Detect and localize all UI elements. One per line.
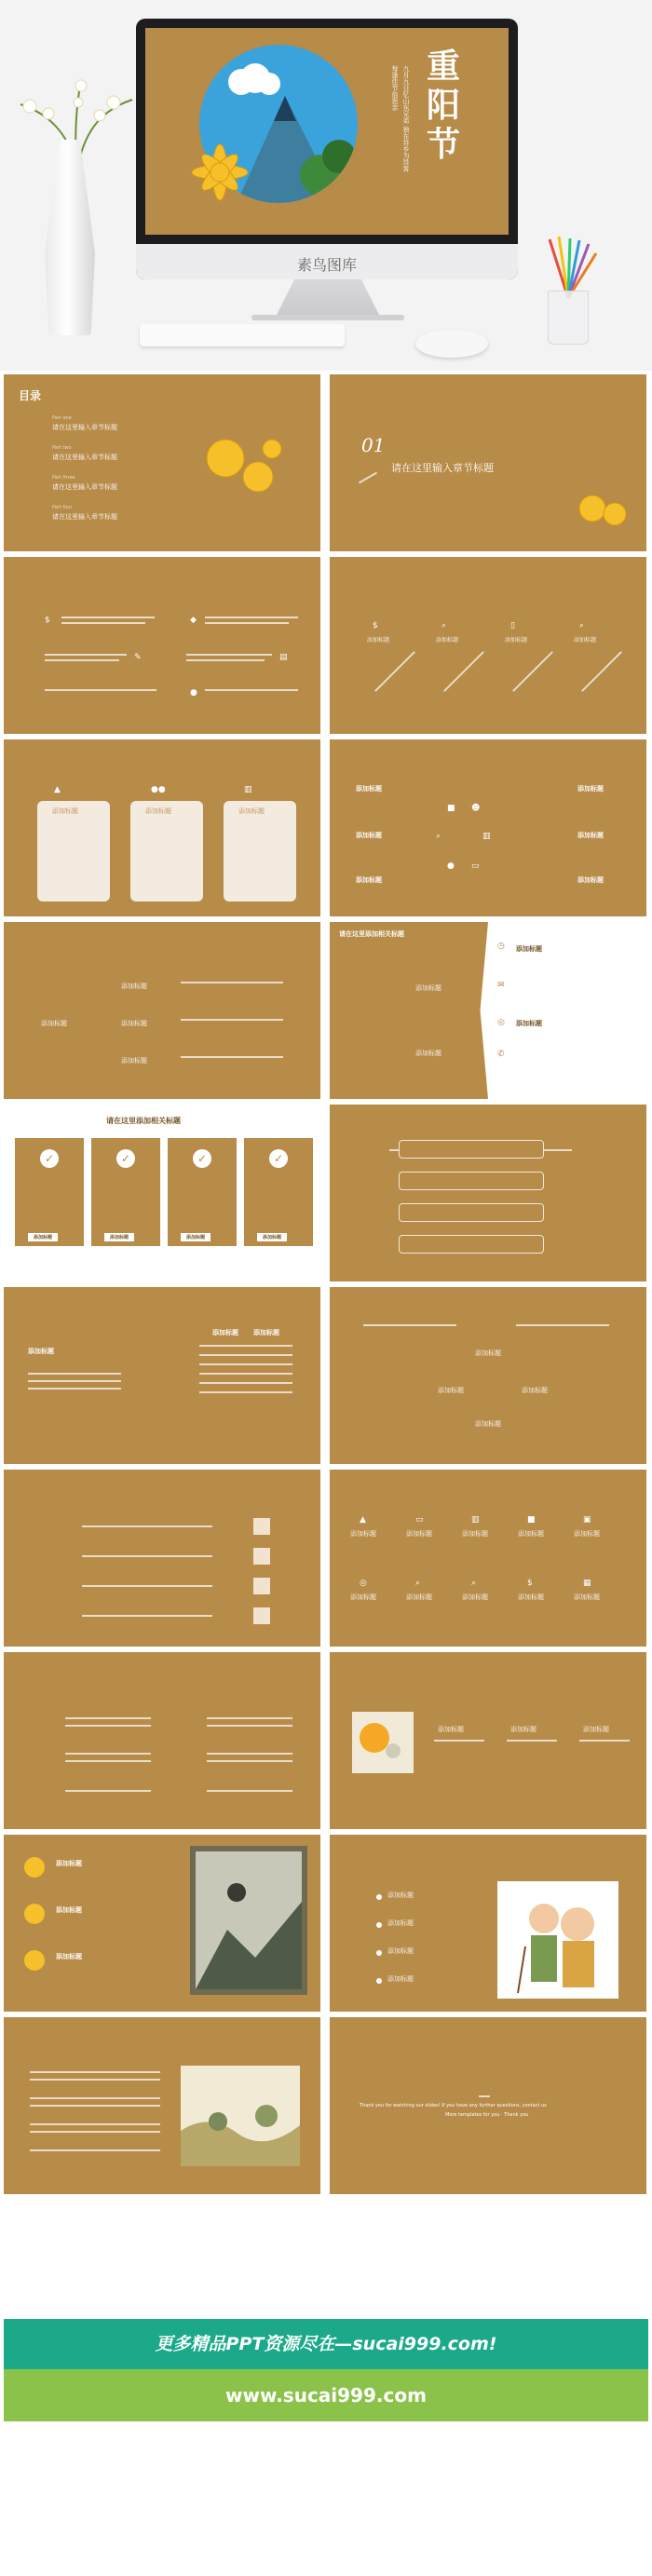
slide-check-cards[interactable] <box>4 1105 320 1281</box>
white-heading: 请在这里添加相关标题 <box>106 1117 181 1125</box>
matrix-label: 添加标题 <box>462 1530 488 1538</box>
list-title: 添加标题 <box>56 1906 82 1914</box>
left-panel <box>330 922 488 1099</box>
text-placeholder <box>186 659 265 661</box>
toc-title: 目录 <box>19 389 42 402</box>
text-placeholder <box>516 1324 609 1326</box>
text-placeholder <box>65 1753 151 1755</box>
slide-diagonal-bars[interactable] <box>330 557 646 734</box>
diagonal-bar <box>512 651 553 692</box>
grid-title: 添加标题 <box>356 785 382 793</box>
magnify-icon: ⌕ <box>436 832 441 841</box>
divider <box>479 2095 490 2097</box>
slide-toc[interactable] <box>4 374 320 551</box>
text-placeholder <box>30 2131 160 2133</box>
matrix-label: 添加标题 <box>350 1593 376 1601</box>
tree-root: 添加标题 <box>41 1020 67 1027</box>
text-placeholder <box>28 1380 121 1382</box>
slide-paragraphs[interactable] <box>4 1652 320 1829</box>
card-button[interactable]: 添加标题 <box>28 1233 58 1241</box>
text-placeholder <box>28 1388 121 1390</box>
card-icon: ▭ <box>471 861 480 871</box>
text-placeholder <box>207 1760 292 1762</box>
text-placeholder <box>507 1740 557 1742</box>
text-placeholder <box>30 2105 160 2107</box>
text-placeholder <box>181 982 283 983</box>
section-number: 01 <box>361 434 386 456</box>
search-icon: ⌕ <box>415 1579 421 1588</box>
money-bag-icon: $ <box>45 616 50 625</box>
slide-outlined-list[interactable] <box>330 1105 646 1281</box>
slide-icon-grid[interactable] <box>330 739 646 916</box>
matrix-label: 添加标题 <box>406 1593 432 1601</box>
monitor-brand: 素鸟图库 <box>296 256 357 274</box>
slide-icon-list[interactable] <box>4 557 320 734</box>
card-button[interactable]: 添加标题 <box>104 1233 134 1241</box>
outline-box[interactable] <box>399 1140 544 1159</box>
text-placeholder <box>82 1555 212 1557</box>
lightbulb-icon: ● <box>190 688 197 698</box>
diagonal-bar <box>443 651 484 692</box>
text-placeholder <box>61 617 155 618</box>
card-title: 添加标题 <box>52 807 78 815</box>
slide-photo-left-list[interactable] <box>4 1835 320 2012</box>
square-marker <box>253 1548 270 1565</box>
cart-icon: ▦ <box>583 1579 591 1588</box>
chat-icon: ✉ <box>497 981 505 990</box>
image-icon: ▣ <box>583 1515 591 1525</box>
bar-label: 添加标题 <box>436 637 459 644</box>
quad-title: 添加标题 <box>475 1420 501 1428</box>
text-placeholder <box>181 1056 283 1058</box>
text-placeholder <box>434 1740 484 1742</box>
money-icon: $ <box>527 1579 533 1588</box>
phone-icon: ✆ <box>497 1050 505 1059</box>
toc-item-label: 请在这里输入章节标题 <box>52 483 117 491</box>
chrysanthemum-bullet-icon <box>24 1950 45 1971</box>
thanks-text: More templates for you · Thank you <box>445 2112 529 2118</box>
grid-title: 添加标题 <box>356 876 382 884</box>
grid-title: 添加标题 <box>577 832 604 839</box>
toc-item-sub: Part two <box>52 445 72 451</box>
tree-branch: 添加标题 <box>121 1020 147 1027</box>
check-icon: ✓ <box>40 1149 59 1168</box>
site-url-banner[interactable]: www.sucai999.com <box>4 2369 648 2421</box>
chapter-caption: 请在这里添加相关标题 <box>339 930 404 938</box>
phone-icon: ▯ <box>510 621 515 630</box>
square-marker <box>253 1518 270 1535</box>
slide-square-list[interactable] <box>4 1470 320 1647</box>
clock-icon: ◷ <box>497 942 505 951</box>
square-marker <box>253 1607 270 1624</box>
grid-title: 添加标题 <box>577 876 604 884</box>
text-placeholder <box>30 2071 160 2073</box>
monitor <box>136 19 518 279</box>
square-marker <box>253 1578 270 1594</box>
text-placeholder <box>579 1740 630 1742</box>
monitor-stand-base <box>251 315 404 320</box>
bullet-dot <box>376 1894 382 1900</box>
card-button[interactable]: 添加标题 <box>181 1233 211 1241</box>
card[interactable] <box>130 801 203 902</box>
list-title: 添加标题 <box>387 1891 414 1899</box>
text-placeholder <box>28 1373 121 1375</box>
chrysanthemum-photo <box>352 1712 414 1773</box>
chart-icon: ▥ <box>471 1515 480 1525</box>
text-placeholder <box>65 1790 151 1792</box>
bar-label: 添加标题 <box>574 637 597 644</box>
globe-icon: ◎ <box>497 1018 505 1027</box>
text-placeholder <box>30 2149 160 2151</box>
text-placeholder <box>45 659 119 661</box>
chrysanthemum-icon <box>188 421 291 505</box>
list-title: 添加标题 <box>415 1050 441 1057</box>
matrix-label: 添加标题 <box>518 1530 544 1538</box>
text-placeholder <box>207 1753 292 1755</box>
grid-title: 添加标题 <box>577 785 604 793</box>
text-placeholder <box>82 1615 212 1617</box>
text-placeholder <box>82 1525 212 1527</box>
text-placeholder <box>207 1717 292 1719</box>
building-icon: ▲ <box>360 1515 366 1525</box>
bullet-dot <box>376 1922 382 1928</box>
right-title: 添加标题 <box>516 945 542 953</box>
quad-title: 添加标题 <box>438 1387 464 1394</box>
matrix-label: 添加标题 <box>518 1593 544 1601</box>
text-placeholder <box>45 654 127 656</box>
bar-label: 添加标题 <box>367 637 390 644</box>
text-placeholder <box>199 1345 292 1347</box>
toc-item-sub: Part four <box>52 505 73 510</box>
text-placeholder <box>205 617 298 618</box>
outline-box[interactable] <box>399 1172 544 1190</box>
text-placeholder <box>65 1725 151 1727</box>
matrix-label: 添加标题 <box>406 1530 432 1538</box>
card[interactable] <box>224 801 296 902</box>
slide-split-list[interactable] <box>330 922 646 1099</box>
slide-quadrants[interactable] <box>330 1287 646 1464</box>
col-title: 添加标题 <box>510 1726 537 1733</box>
chrysanthemum-icon <box>572 484 633 533</box>
text-placeholder <box>363 1324 456 1326</box>
landscape-photo <box>181 2066 300 2166</box>
text-placeholder <box>30 2079 160 2081</box>
text-placeholder <box>82 1585 212 1587</box>
list-title: 添加标题 <box>415 984 441 992</box>
magnify-icon: ⌕ <box>471 1579 477 1588</box>
text-placeholder <box>207 1725 292 1727</box>
monitor-stand <box>276 279 380 317</box>
text-placeholder <box>61 622 145 624</box>
chrysanthemum-icon <box>173 130 266 214</box>
monitor-screen <box>145 28 509 235</box>
check-icon: ✓ <box>193 1149 211 1168</box>
text-placeholder <box>199 1354 292 1356</box>
matrix-label: 添加标题 <box>574 1593 600 1601</box>
slide-thanks[interactable] <box>330 2017 646 2194</box>
bar-label: 添加标题 <box>505 637 528 644</box>
briefcase-icon: ■ <box>447 804 455 813</box>
laptop-icon: ▭ <box>415 1515 424 1525</box>
check-icon: ✓ <box>269 1149 288 1168</box>
connector <box>389 1149 399 1151</box>
shield-icon: ◆ <box>190 616 197 625</box>
elderly-couple-illustration <box>497 1881 618 1999</box>
tree-branch: 添加标题 <box>121 983 147 990</box>
quad-title: 添加标题 <box>522 1387 548 1394</box>
text-placeholder <box>207 1790 292 1792</box>
right-title: 添加标题 <box>516 1020 542 1027</box>
people-icon: ☻ <box>471 804 481 813</box>
outline-box[interactable] <box>399 1203 544 1222</box>
target-icon: ◎ <box>360 1579 367 1588</box>
slide-photo-right-list[interactable] <box>330 1835 646 2012</box>
text-placeholder <box>181 1019 283 1021</box>
slide-icon-matrix[interactable] <box>330 1470 646 1647</box>
text-placeholder <box>30 2123 160 2125</box>
outline-box[interactable] <box>399 1235 544 1254</box>
text-placeholder <box>186 654 272 656</box>
document-icon: ▤ <box>279 653 288 662</box>
matrix-label: 添加标题 <box>574 1530 600 1538</box>
list-title: 添加标题 <box>56 1860 82 1867</box>
text-placeholder <box>30 2097 160 2099</box>
card-title: 添加标题 <box>238 807 265 815</box>
keyboard <box>140 324 345 346</box>
list-title: 添加标题 <box>56 1953 82 1960</box>
left-title: 添加标题 <box>28 1348 54 1355</box>
hero-title: 重阳节 <box>426 47 460 164</box>
tree-branch: 添加标题 <box>121 1057 147 1064</box>
connector <box>544 1149 572 1151</box>
truck-icon: ■ <box>527 1515 536 1525</box>
mouse <box>415 330 488 358</box>
pencil-icon: ✎ <box>134 653 142 662</box>
list-title: 添加标题 <box>387 1975 414 1983</box>
chrysanthemum-bullet-icon <box>24 1904 45 1924</box>
text-placeholder <box>205 689 298 691</box>
slide-tree[interactable] <box>4 922 320 1099</box>
chart-icon: ▥ <box>482 832 491 841</box>
text-placeholder <box>45 689 156 691</box>
list-title: 添加标题 <box>387 1919 414 1927</box>
divider <box>359 472 377 484</box>
elder-climbing-illustration <box>190 1846 307 1995</box>
matrix-label: 添加标题 <box>462 1593 488 1601</box>
text-placeholder <box>205 622 289 624</box>
text-placeholder <box>199 1363 292 1365</box>
col-title: 添加标题 <box>583 1726 609 1733</box>
right-title: 添加标题 <box>212 1329 238 1336</box>
diagonal-bar <box>581 651 622 692</box>
quad-title: 添加标题 <box>475 1349 501 1357</box>
slide-two-column-text[interactable] <box>4 1287 320 1464</box>
bullet-dot <box>376 1950 382 1956</box>
right-title: 添加标题 <box>253 1329 279 1336</box>
group-icon: ●● <box>151 785 166 794</box>
slide-photo-three-cols[interactable] <box>330 1652 646 1829</box>
text-placeholder <box>199 1373 292 1375</box>
toc-item-label: 请在这里输入章节标题 <box>52 513 117 521</box>
diagonal-bar <box>374 651 415 692</box>
building-icon: ▲ <box>54 785 61 794</box>
card-title: 添加标题 <box>145 807 171 815</box>
toc-item-sub: Part three <box>52 475 75 481</box>
text-placeholder <box>199 1391 292 1393</box>
hero-mockup <box>0 0 652 371</box>
pencil-cup <box>548 291 589 345</box>
slide-section-01[interactable] <box>330 374 646 551</box>
text-placeholder <box>199 1382 292 1384</box>
chrysanthemum-bullet-icon <box>24 1857 45 1878</box>
chart-icon: ▥ <box>244 785 252 794</box>
text-placeholder <box>65 1760 151 1762</box>
search-icon: ⌕ <box>441 621 447 630</box>
toc-item-sub: Part one <box>52 415 72 421</box>
promo-banner[interactable]: 更多精品PPT资源尽在—sucai999.com! <box>4 2319 648 2369</box>
check-icon: ✓ <box>116 1149 135 1168</box>
bullet-dot <box>376 1978 382 1984</box>
section-title: 请在这里输入章节标题 <box>391 462 494 474</box>
card-button[interactable]: 添加标题 <box>257 1233 287 1241</box>
hero-poem: 九月九日忆山东兄弟 独在异乡为异客 每逢佳节倍思亲 <box>391 65 410 172</box>
slide-three-cards[interactable] <box>4 739 320 916</box>
magnify-icon: ⌕ <box>579 621 585 630</box>
grid-title: 添加标题 <box>356 832 382 839</box>
dollar-icon: $ <box>373 621 378 630</box>
text-placeholder <box>65 1717 151 1719</box>
toc-item-label: 请在这里输入章节标题 <box>52 454 117 461</box>
toc-item-label: 请在这里输入章节标题 <box>52 424 117 431</box>
coin-icon: ● <box>447 861 455 871</box>
matrix-label: 添加标题 <box>350 1530 376 1538</box>
list-title: 添加标题 <box>387 1947 414 1955</box>
card[interactable] <box>37 801 110 902</box>
col-title: 添加标题 <box>438 1726 464 1733</box>
slide-text-photo[interactable] <box>4 2017 320 2194</box>
thanks-text: Thank you for watching our slides! If you have any further questions, contact us <box>360 2103 547 2108</box>
